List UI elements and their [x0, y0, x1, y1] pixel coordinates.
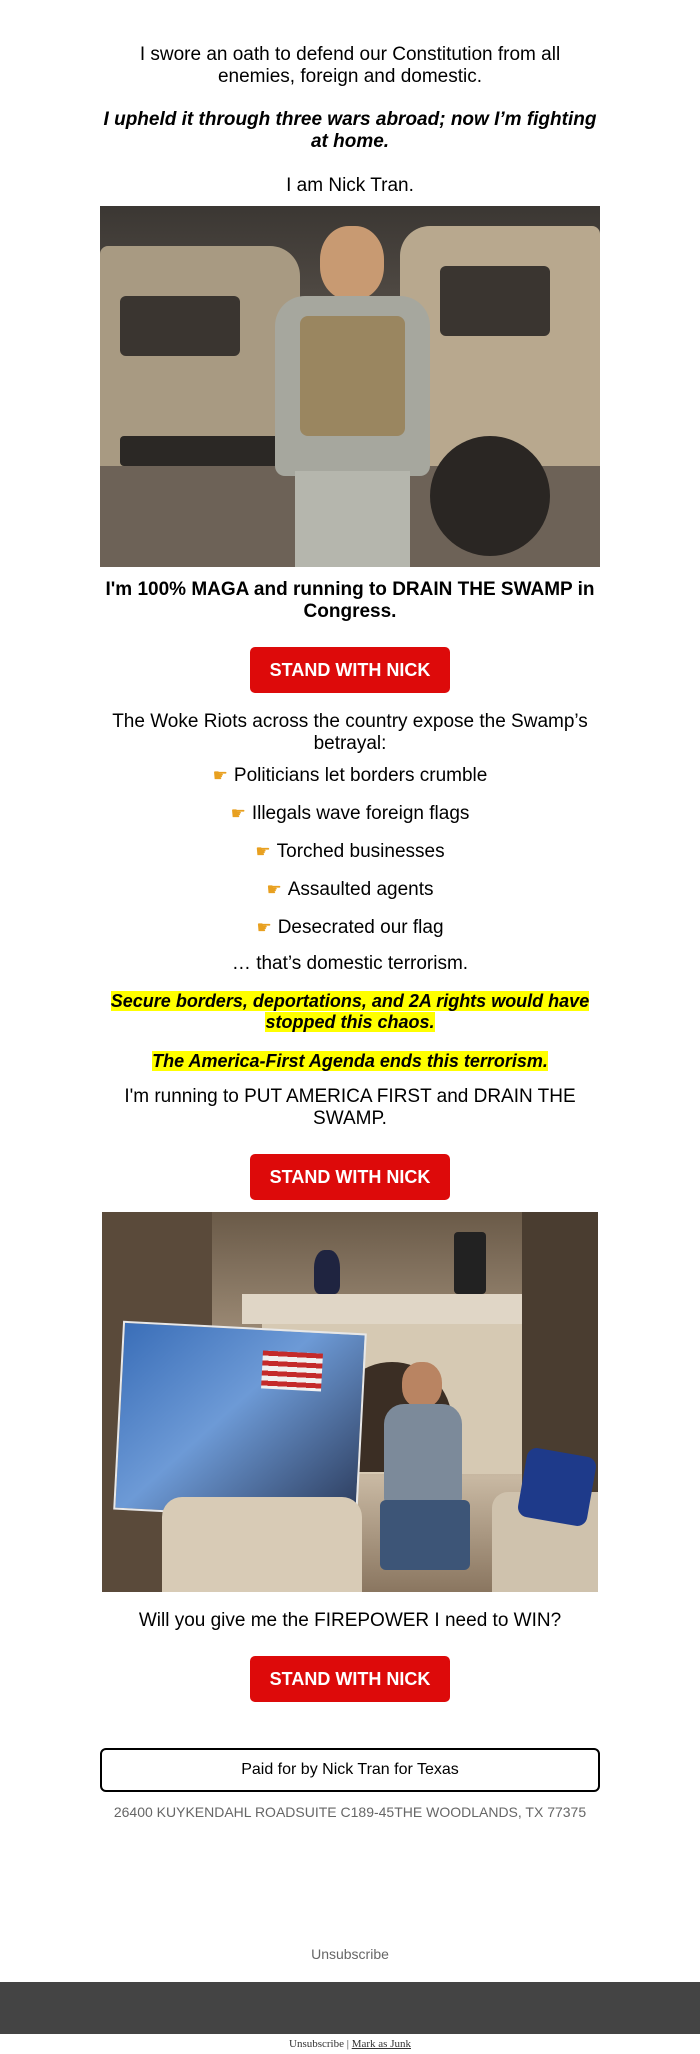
- footer-separator: |: [344, 2038, 352, 2050]
- email-body: [100, 0, 600, 1962]
- paid-for-section: [100, 1748, 600, 1820]
- soldier-photo[interactable]: [100, 206, 600, 567]
- list-item: ☛ Desecrated our flag: [256, 917, 444, 938]
- list-item: ☛ Illegals wave foreign flags: [230, 803, 470, 824]
- pointing-hand-icon: ☛: [230, 804, 246, 823]
- fireplace-photo[interactable]: [102, 1212, 598, 1592]
- riots-text: The Woke Riots across the country expose the Swamp’s betrayal:: [112, 711, 588, 754]
- mark-as-junk-link[interactable]: Mark as Junk: [351, 2038, 411, 2050]
- oath-text: I swore an oath to defend our Constitution from all enemies, foreign and domestic.: [139, 44, 561, 87]
- name-text: I am Nick Tran.: [286, 175, 414, 196]
- button-row-3: [100, 1656, 600, 1702]
- button-row-2: [100, 1154, 600, 1200]
- list-item: ☛ Politicians let borders crumble: [212, 765, 488, 786]
- wars-text: I upheld it through three wars abroad; now I’m fighting at home.: [103, 109, 597, 152]
- stand-with-nick-button[interactable]: STAND WITH NICK: [250, 1656, 450, 1702]
- pointing-hand-icon: ☛: [266, 880, 282, 899]
- list-item: ☛ Assaulted agents: [266, 879, 434, 900]
- pointing-hand-icon: ☛: [212, 766, 228, 785]
- stand-with-nick-button[interactable]: STAND WITH NICK: [250, 647, 450, 693]
- mailing-address: 26400 KUYKENDAHL ROADSUITE C189-45THE WOODLANDS, TX 77375: [113, 1804, 587, 1820]
- pointing-hand-icon: ☛: [256, 918, 272, 937]
- pointing-hand-icon: ☛: [255, 842, 271, 861]
- bullet-list: [100, 765, 600, 939]
- agenda-highlight: The America-First Agenda ends this terrorism.: [152, 1051, 548, 1071]
- stand-with-nick-button[interactable]: STAND WITH NICK: [250, 1154, 450, 1200]
- maga-headline: I'm 100% MAGA and running to DRAIN THE SWAMP in Congress.: [105, 579, 595, 622]
- unsubscribe-link[interactable]: Unsubscribe: [311, 1946, 389, 1962]
- footer-links: [0, 2034, 700, 2054]
- paid-for-box: Paid for by Nick Tran for Texas: [100, 1748, 600, 1792]
- firepower-text: Will you give me the FIREPOWER I need to WIN?: [138, 1610, 562, 1631]
- footer-bar: [0, 1982, 700, 2034]
- borders-highlight: Secure borders, deportations, and 2A rights would have stopped this chaos.: [110, 991, 590, 1032]
- terror-text: … that’s domestic terrorism.: [231, 953, 469, 974]
- list-item: ☛ Torched businesses: [255, 841, 445, 862]
- footer-unsubscribe[interactable]: Unsubscribe: [289, 2038, 344, 2050]
- running-text: I'm running to PUT AMERICA FIRST and DRAIN THE SWAMP.: [124, 1086, 576, 1129]
- button-row-1: [100, 647, 600, 693]
